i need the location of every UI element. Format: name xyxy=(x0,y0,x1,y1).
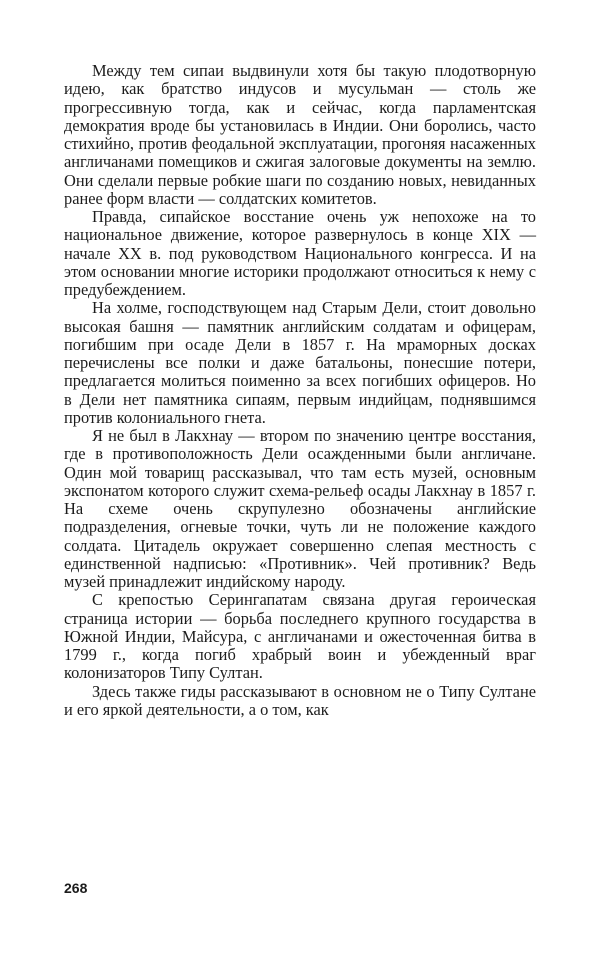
paragraph-2: Правда, сипайское восстание очень уж непохоже на то национальное движение, которое развернулось в конце XIX — начале XX в. под руководством Национального конгресса. И на этом основании многие историки продолжают относиться к нему с предубеждением. xyxy=(64,207,536,299)
paragraph-5: С крепостью Серингапатам связана другая героическая страница истории — борьба последнего крупного государства в Южной Индии, Майсура, с англичанами и ожесточенная битва в 1799 г., когда погиб храбрый воин и убежденный враг колонизаторов Типу Султан. xyxy=(64,590,536,683)
paragraph-3: На холме, господствующем над Старым Дели, стоит довольно высокая башня — памятник английским солдатам и офицерам, погибшим при осаде Дели в 1857 г. На мраморных досках перечислены все полки и даже батальоны, понесшие потери, предлагается молиться поименно за всех погибших офицеров. Но в Дели нет памятника сипаям, первым индийцам, поднявшимся против колониального гнета. xyxy=(64,298,536,427)
page-number: 268 xyxy=(64,880,88,896)
paragraph-4: Я не был в Лакхнау — втором по значению центре восстания, где в противоположность Дели осажденными были англичане. Один мой товарищ рассказывал, что там есть музей, основным экспонатом которого служит схема-рельеф осады Лакхнау в 1857 г. На схеме очень скрупулезно обозначены английские подразделения, огневые точки, чуть ли не положение каждого солдата. Цитадель окружает совершенно слепая местность с единственной надписью: «Противник». Чей противник? Ведь музей принадлежит индийскому народу. xyxy=(64,426,536,591)
paragraph-6: Здесь также гиды рассказывают в основном не о Типу Султане и его яркой деятельности, а о том, как xyxy=(64,681,536,719)
paragraph-1: Между тем сипаи выдвинули хотя бы такую плодотворную идею, как братство индусов и мусульман — столь же прогрессивную тогда, как и сейчас, когда парламентская демократия вроде бы установилась в Индии. Они боролись, часто стихийно, против феодальной эксплуатации, прогоняя насаженных англичанами помещиков и сжигая залоговые документы на землю. Они сделали первые робкие шаги по созданию новых, невиданных ранее форм власти — солдатских комитетов. xyxy=(64,61,536,208)
page-body xyxy=(64,62,536,719)
